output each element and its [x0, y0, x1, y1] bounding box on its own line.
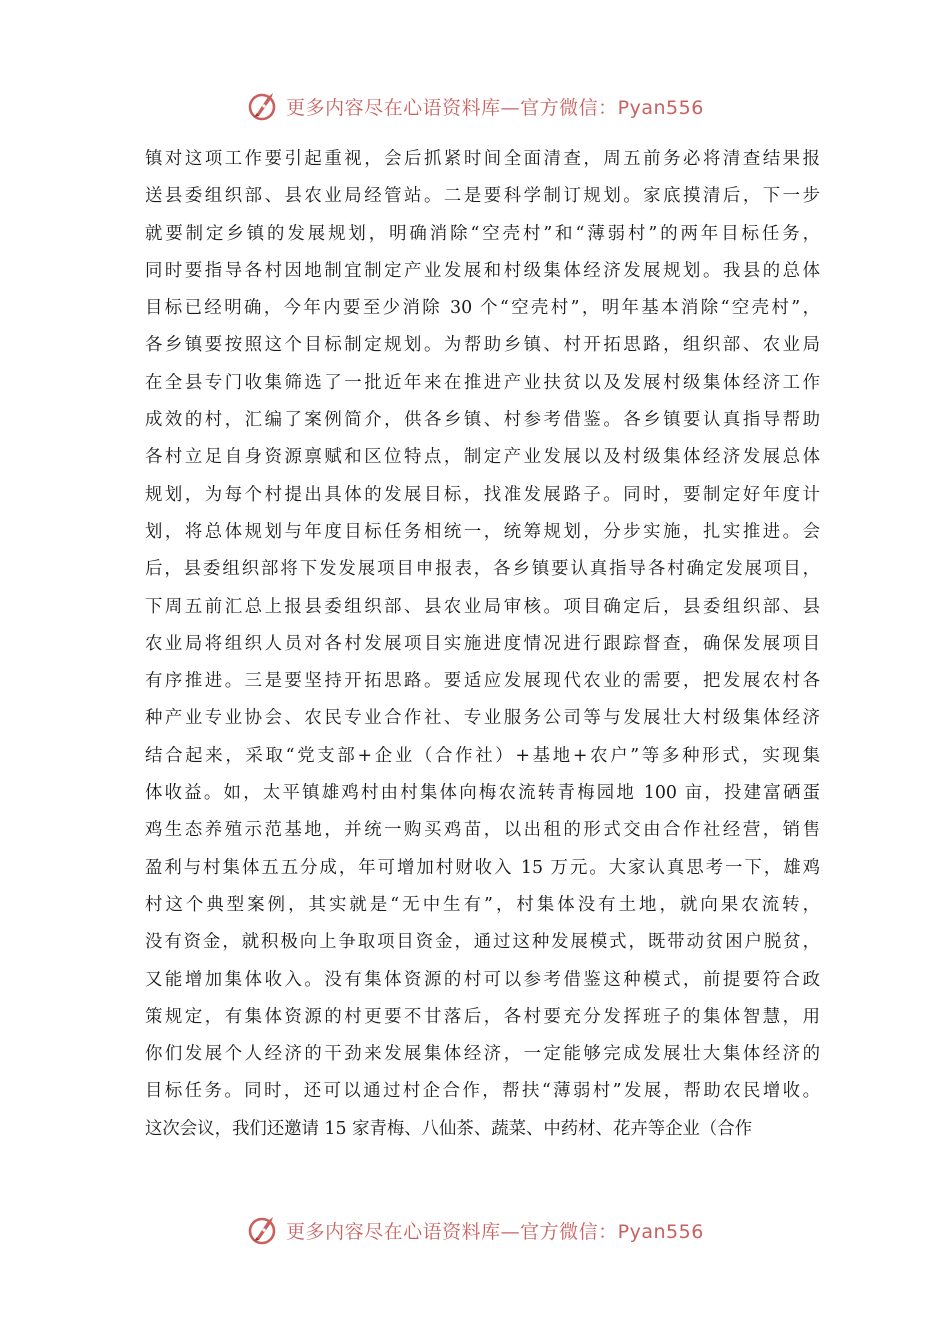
body-line: 下周五前汇总上报县委组织部、县农业局审核。项目确定后，县委组织部、县 [145, 596, 820, 617]
body-line: 又能增加集体收入。没有集体资源的村可以参考借鉴这种模式，前提要符合政 [145, 969, 820, 990]
body-line: 这次会议，我们还邀请 15 家青梅、八仙茶、蔬菜、中药材、花卉等企业（合作 [145, 1118, 753, 1139]
footer-banner-text [286, 1217, 704, 1244]
body-line: 各村立足自身资源禀赋和区位特点，制定产业发展以及村级集体经济发展总体 [145, 447, 820, 468]
body-line: 镇对这项工作要引起重视，会后抓紧时间全面清查，周五前务必将清查结果报 [145, 149, 820, 169]
body-line: 结合起来，采取“党支部+企业（合作社）+基地+农户”等多种形式，实现集 [145, 745, 820, 766]
body-line: 村这个典型案例，其实就是“无中生有”，村集体没有土地，就向果农流转， [145, 894, 820, 915]
footer-banner-chinese: 更多内容尽在心语资料库—官方微信： [286, 1220, 618, 1243]
header-banner-chinese: 更多内容尽在心语资料库—官方微信： [286, 96, 618, 119]
body-line: 就要制定乡镇的发展规划，明确消除“空壳村”和“薄弱村”的两年目标任务， [145, 223, 820, 244]
body-line: 送县委组织部、县农业局经管站。二是要科学制订规划。家底摸清后，下一步 [145, 186, 820, 207]
body-line: 鸡生态养殖示范基地，并统一购买鸡苗，以出租的形式交由合作社经营，销售 [145, 820, 820, 841]
body-line: 后，县委组织部将下发发展项目申报表，各乡镇要认真指导各村确定发展项目， [145, 559, 820, 580]
body-line: 划，将总体规划与年度目标任务相统一，统筹规划，分步实施，扎实推进。会 [145, 521, 820, 542]
body-line: 成效的村，汇编了案例简介，供各乡镇、村参考借鉴。各乡镇要认真指导帮助 [145, 410, 820, 431]
body-line: 目标已经明确，今年内要至少消除 30 个“空壳村”，明年基本消除“空壳村”， [145, 298, 820, 319]
body-line: 有序推进。三是要坚持开拓思路。要适应发展现代农业的需要，把发展农村各 [145, 671, 820, 692]
header-banner-text [286, 93, 704, 120]
body-line: 在全县专门收集筛选了一批近年来在推进产业扶贫以及发展村级集体经济工作 [145, 372, 820, 393]
body-line: 农业局将组织人员对各村发展项目实施进度情况进行跟踪督查，确保发展项目 [145, 633, 820, 654]
header-banner [0, 86, 950, 126]
body-line: 同时要指导各村因地制宜制定产业发展和村级集体经济发展规划。我县的总体 [145, 260, 820, 281]
header-banner-wechat-id: Pyan556 [617, 96, 704, 119]
pen-logo-icon [246, 1213, 280, 1247]
document-body [145, 141, 820, 1148]
body-line: 目标任务。同时，还可以通过村企合作，帮扶“薄弱村”发展，帮助农民增收。 [145, 1081, 820, 1102]
pen-logo-icon [246, 89, 280, 123]
body-line: 没有资金，就积极向上争取项目资金，通过这种发展模式，既带动贫困户脱贫， [145, 932, 820, 953]
body-line: 各乡镇要按照这个目标制定规划。为帮助乡镇、村开拓思路，组织部、农业局 [145, 335, 820, 356]
body-line: 规划，为每个村提出具体的发展目标，找准发展路子。同时，要制定好年度计 [145, 484, 820, 505]
body-line: 盈利与村集体五五分成，年可增加村财收入 15 万元。大家认真思考一下，雄鸡 [145, 857, 820, 878]
footer-banner [0, 1210, 950, 1250]
body-line: 你们发展个人经济的干劲来发展集体经济，一定能够完成发展壮大集体经济的 [145, 1044, 820, 1065]
body-line: 体收益。如，太平镇雄鸡村由村集体向梅农流转青梅园地 100 亩，投建富硒蛋 [145, 783, 820, 804]
footer-banner-wechat-id: Pyan556 [617, 1220, 704, 1243]
body-line: 种产业专业协会、农民专业合作社、专业服务公司等与发展壮大村级集体经济 [145, 708, 820, 729]
body-line: 策规定，有集体资源的村更要不甘落后，各村要充分发挥班子的集体智慧，用 [145, 1006, 820, 1027]
